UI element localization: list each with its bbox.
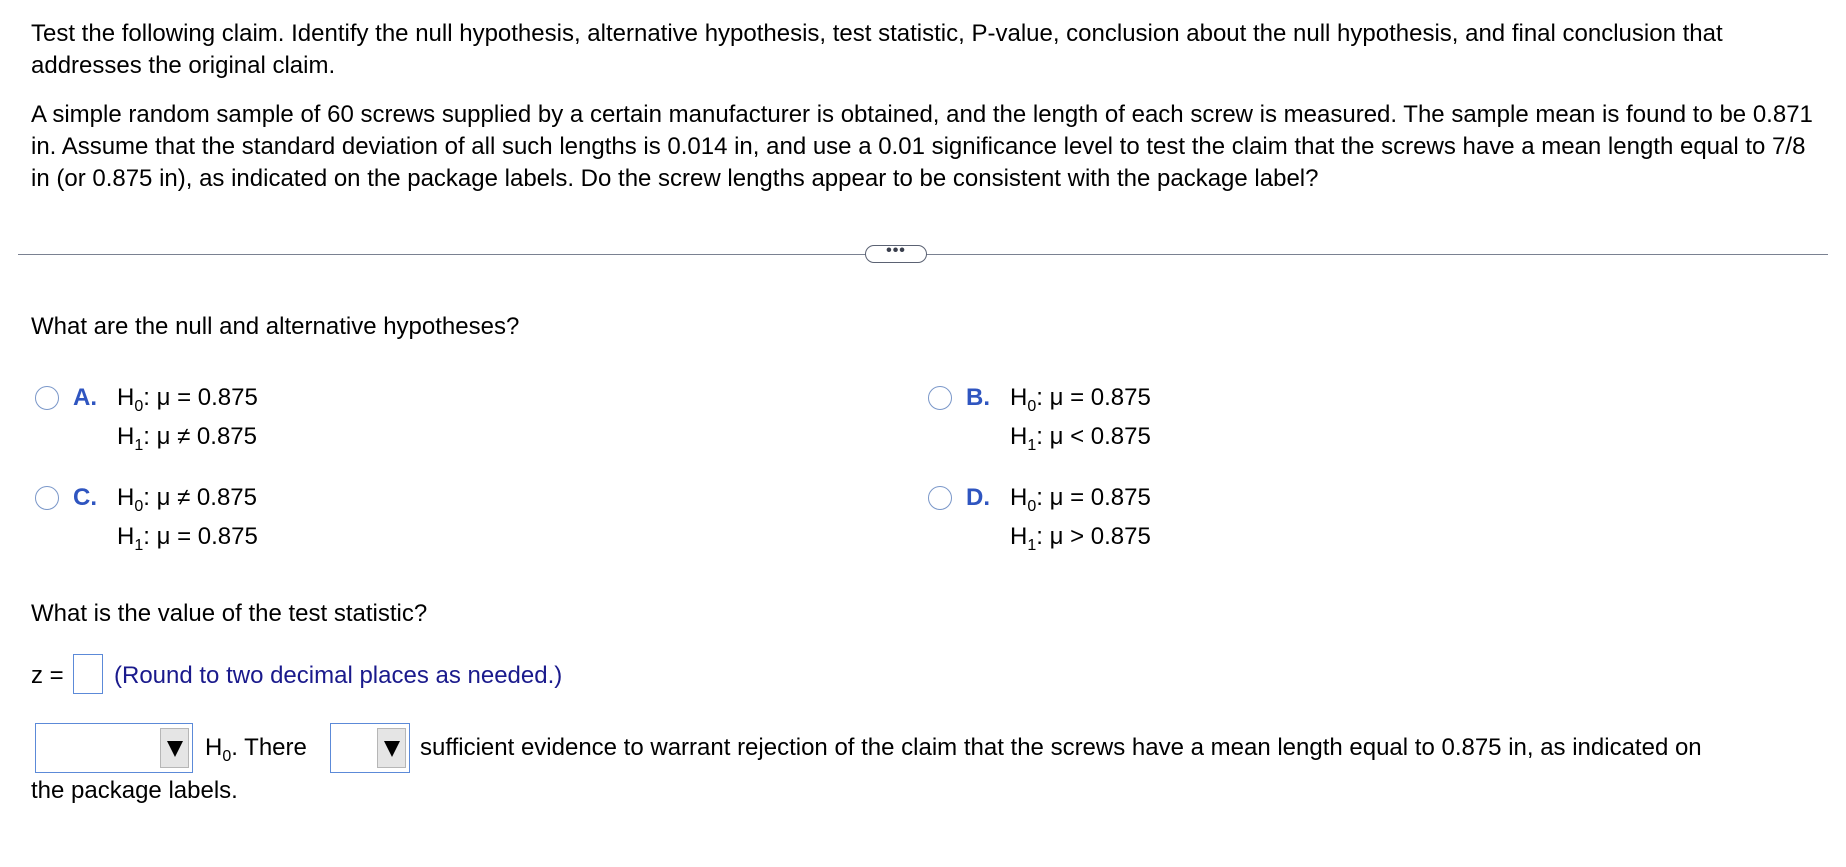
radio-option-c[interactable] bbox=[35, 486, 59, 510]
alternative-hypothesis: $H_1$: μ > 0.875 bbox=[1010, 523, 1151, 554]
alternative-hypothesis: $H_1$: μ ≠ 0.875 bbox=[117, 423, 257, 454]
option-letter: A. bbox=[73, 384, 97, 411]
show-more-button[interactable] bbox=[865, 242, 927, 263]
alternative-hypothesis: $H_1$: μ = 0.875 bbox=[117, 523, 258, 554]
alternative-hypothesis: $H_1$: μ < 0.875 bbox=[1010, 423, 1151, 454]
conclusion-text-continued: the package labels. bbox=[31, 777, 238, 804]
radio-option-d[interactable] bbox=[928, 486, 952, 510]
instructions-text: Test the following claim. Identify the null hypothesis, alternative hypothesis, test statistic, P-value, conclusion about the null hypothesis, and final conclusion that addresses the original claim. bbox=[31, 20, 1723, 79]
problem-statement: A simple random sample of 60 screws supplied by a certain manufacturer is obtained, and the length of each screw is measured. The sample mean is found to be 0.871 in. Assume that the standard deviation of all such lengths is 0.014 in, and use a 0.01 significance level to test the claim that the screws have a mean length equal to 7/8 in (or 0.875 in), as indicated on the package labels. Do the screw lengths appear to be consistent with the package label? bbox=[31, 101, 1813, 192]
rounding-hint: (Round to two decimal places as needed.) bbox=[114, 662, 563, 689]
null-hypothesis: $H_0$: μ = 0.875 bbox=[1010, 484, 1151, 515]
evidence-dropdown[interactable] bbox=[330, 723, 410, 773]
null-hypothesis: $H_0$: μ = 0.875 bbox=[1010, 384, 1151, 415]
conclusion-text: sufficient evidence to warrant rejection of the claim that the screws have a mean length equal to 0.875 in, as indicated on bbox=[420, 734, 1702, 761]
radio-option-a[interactable] bbox=[35, 386, 59, 410]
more-dots-icon: ••• bbox=[886, 242, 906, 259]
z-label: z = bbox=[31, 662, 64, 689]
dropdown-arrow-icon[interactable] bbox=[377, 728, 406, 768]
null-hypothesis: $H_0$: μ = 0.875 bbox=[117, 384, 258, 415]
option-letter: C. bbox=[73, 484, 97, 511]
dropdown-arrow-icon[interactable] bbox=[160, 728, 189, 768]
conclusion-h0-text: $H_0$. There bbox=[205, 734, 307, 765]
reject-decision-dropdown[interactable] bbox=[35, 723, 193, 773]
hypotheses-question: What are the null and alternative hypotheses? bbox=[31, 313, 520, 340]
radio-option-b[interactable] bbox=[928, 386, 952, 410]
test-statistic-question: What is the value of the test statistic? bbox=[31, 600, 428, 627]
null-hypothesis: $H_0$: μ ≠ 0.875 bbox=[117, 484, 257, 515]
option-letter: B. bbox=[966, 384, 990, 411]
option-letter: D. bbox=[966, 484, 990, 511]
z-value-input[interactable] bbox=[73, 654, 103, 694]
